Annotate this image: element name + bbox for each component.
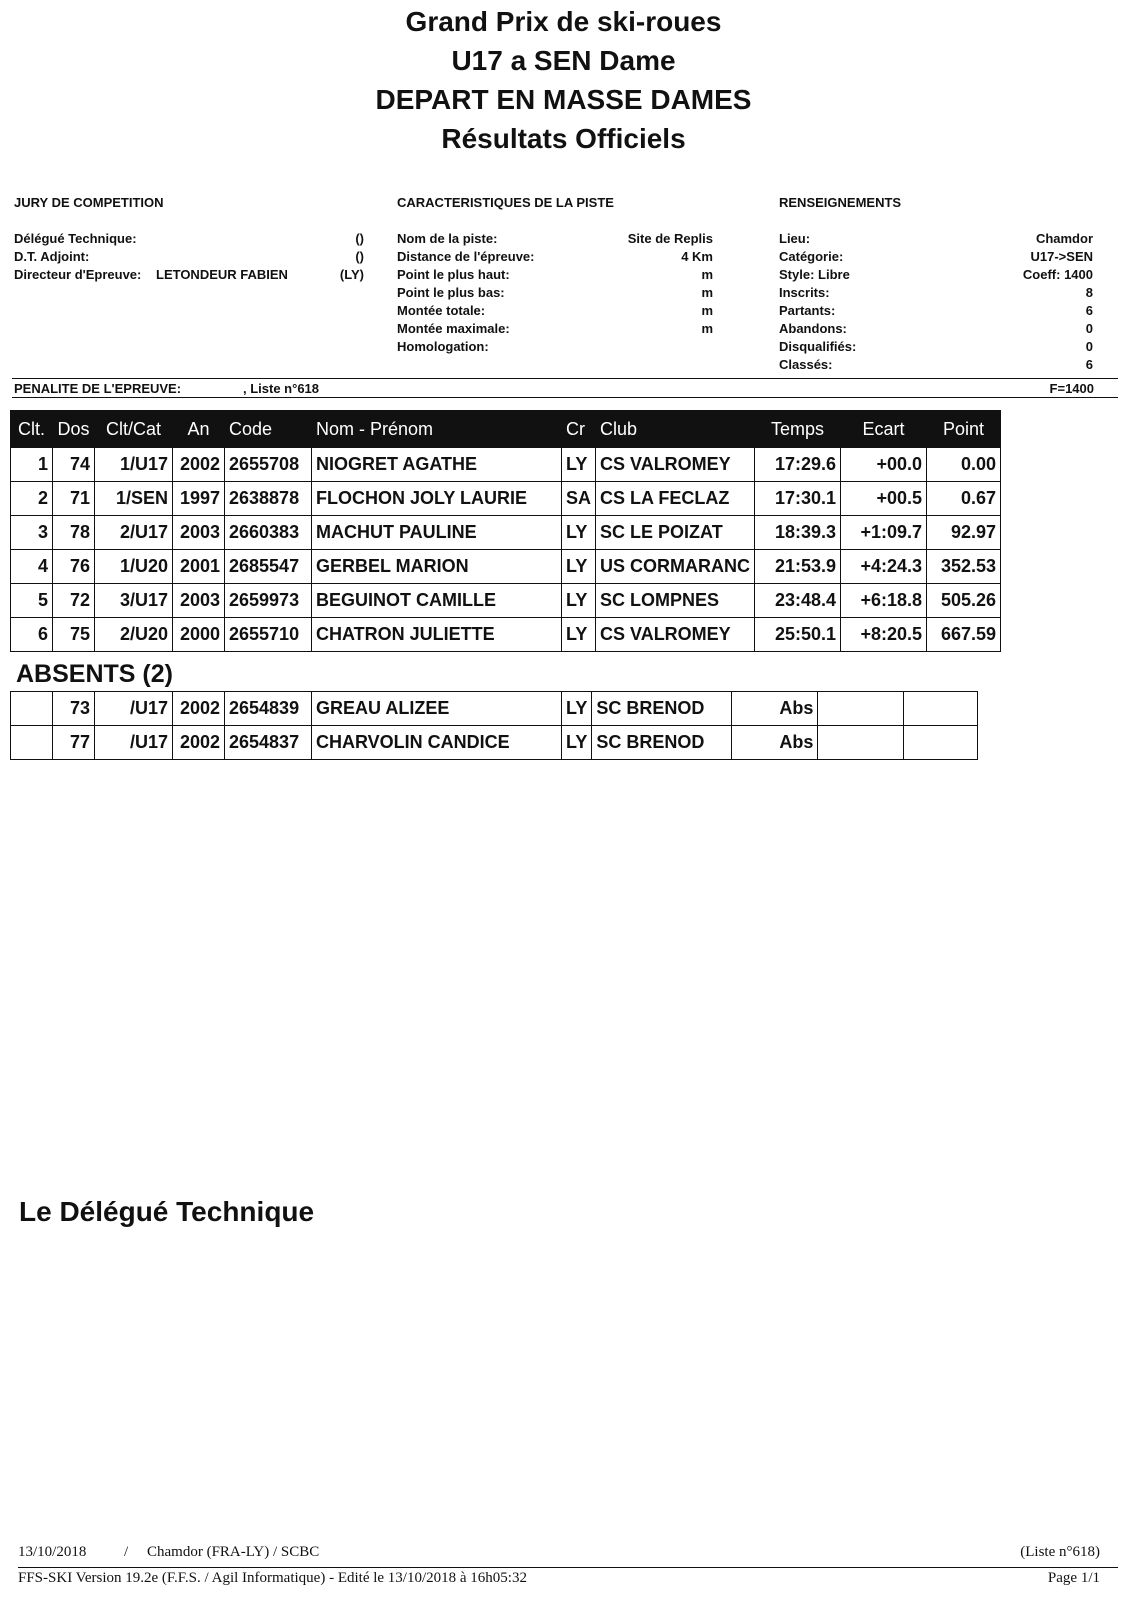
col-header-code[interactable]: Code [225,411,312,448]
cell-club: US CORMARANC [596,550,755,584]
jury-person-name: LETONDEUR FABIEN [156,267,288,282]
table-row [11,692,978,726]
cell-clt: 6 [11,618,53,652]
cell-dos: 72 [53,584,95,618]
renseignements-row [779,267,1093,285]
renseignements-row [779,357,1093,375]
cell-ecart [818,692,904,726]
jury-row [14,231,364,249]
cell-club: CS VALROMEY [596,618,755,652]
piste-label: Distance de l'épreuve: [397,249,535,264]
renseignements-label: Inscrits: [779,285,830,300]
cell-cr: LY [562,516,596,550]
cell-code: 2655708 [225,448,312,482]
results-table [10,410,1001,652]
cell-cr: LY [562,618,596,652]
renseignements-value: 0 [1085,339,1093,354]
cell-nom: FLOCHON JOLY LAURIE [312,482,562,516]
cell-clt-cat: /U17 [95,726,173,760]
cell-an: 2003 [173,516,225,550]
footer-rule [18,1567,1118,1568]
cell-dos: 73 [53,692,95,726]
cell-nom: CHARVOLIN CANDICE [312,726,562,760]
jury-value: () [355,231,364,246]
piste-value: m [701,303,713,318]
renseignements-label: Catégorie: [779,249,844,264]
cell-club: CS VALROMEY [596,448,755,482]
renseignements-row [779,285,1093,303]
cell-cr: LY [562,692,592,726]
cell-nom: MACHUT PAULINE [312,516,562,550]
cell-cr: LY [562,726,592,760]
footer-separator: / [124,1544,129,1560]
piste-label: Montée maximale: [397,321,510,336]
piste-heading: CARACTERISTIQUES DE LA PISTE [397,195,614,210]
piste-row [397,249,713,267]
cell-code: 2659973 [225,584,312,618]
cell-ecart: +4:24.3 [841,550,927,584]
jury-value: () [355,249,364,264]
penalite-bottom-rule [12,397,1118,398]
results-header-row [11,411,1001,448]
col-header-dos[interactable]: Dos [53,411,95,448]
cell-point: 352.53 [927,550,1001,584]
penalite-top-rule [12,378,1118,379]
renseignements-label: Classés: [779,357,833,372]
renseignements-value: 0 [1085,321,1093,336]
title-line-1: Grand Prix de ski-roues [405,6,722,37]
cell-ecart: +00.0 [841,448,927,482]
piste-row [397,303,713,321]
penalite-label: PENALITE DE L'EPREUVE: [14,381,182,396]
cell-clt: 5 [11,584,53,618]
cell-clt: 2 [11,482,53,516]
col-header-temps[interactable]: Temps [755,411,841,448]
cell-an: 2001 [173,550,225,584]
cell-temps: Abs [732,726,818,760]
cell-clt-cat: 1/SEN [95,482,173,516]
jury-row [14,249,364,267]
cell-ecart [818,726,904,760]
absents-title: ABSENTS (2) [16,660,173,688]
cell-dos: 74 [53,448,95,482]
cell-clt-cat: 1/U17 [95,448,173,482]
renseignements-label: Lieu: [779,231,811,246]
table-row [11,618,1001,652]
cell-point [904,726,978,760]
cell-point: 667.59 [927,618,1001,652]
cell-cr: SA [562,482,596,516]
penalite-f-value: F=1400 [1049,381,1094,396]
cell-nom: CHATRON JULIETTE [312,618,562,652]
cell-temps: 18:39.3 [755,516,841,550]
title-line-4: Résultats Officiels [441,123,686,154]
cell-nom: GERBEL MARION [312,550,562,584]
cell-dos: 76 [53,550,95,584]
renseignements-label: Partants: [779,303,836,318]
jury-heading: JURY DE COMPETITION [14,195,164,210]
renseignements-value: 8 [1085,285,1093,300]
renseignements-value: U17->SEN [1030,249,1093,264]
footer-place: Chamdor (FRA-LY) / SCBC [147,1544,320,1560]
piste-label: Nom de la piste: [397,231,498,246]
cell-club: SC LE POIZAT [596,516,755,550]
cell-ecart: +00.5 [841,482,927,516]
signature-heading: Le Délégué Technique [19,1196,315,1227]
piste-row [397,285,713,303]
col-header-clt-cat[interactable]: Clt/Cat [95,411,173,448]
piste-value: Site de Replis [627,231,713,246]
cell-an: 2002 [173,692,225,726]
cell-clt-cat: 2/U17 [95,516,173,550]
cell-temps: 17:30.1 [755,482,841,516]
cell-nom: NIOGRET AGATHE [312,448,562,482]
renseignements-value: Chamdor [1035,231,1093,246]
piste-label: Homologation: [397,339,489,354]
col-header-point[interactable]: Point [927,411,1001,448]
piste-value: m [701,285,713,300]
piste-label: Point le plus haut: [397,267,510,282]
cell-clt-cat: 1/U20 [95,550,173,584]
renseignements-row [779,339,1093,357]
renseignements-row [779,249,1093,267]
renseignements-row [779,231,1093,249]
cell-club: SC BRENOD [592,726,732,760]
cell-ecart: +1:09.7 [841,516,927,550]
cell-an: 2002 [173,726,225,760]
cell-nom: BEGUINOT CAMILLE [312,584,562,618]
cell-code: 2654839 [225,692,312,726]
renseignements-row [779,321,1093,339]
cell-dos: 77 [53,726,95,760]
cell-clt [11,726,53,760]
absents-table [10,691,978,760]
col-header-ecart[interactable]: Ecart [841,411,927,448]
cell-code: 2660383 [225,516,312,550]
cell-temps: 23:48.4 [755,584,841,618]
title-line-2: U17 a SEN Dame [451,45,676,76]
piste-value: m [701,321,713,336]
jury-value: (LY) [339,267,364,282]
renseignements-label: Abandons: [779,321,847,336]
piste-value: 4 Km [681,249,713,264]
cell-code: 2654837 [225,726,312,760]
cell-club: SC LOMPNES [596,584,755,618]
cell-point: 0.00 [927,448,1001,482]
penalite-liste: , Liste n°618 [243,381,320,396]
cell-temps: 17:29.6 [755,448,841,482]
piste-value: m [701,267,713,282]
cell-clt: 4 [11,550,53,584]
table-row [11,482,1001,516]
cell-dos: 78 [53,516,95,550]
piste-row [397,339,713,357]
renseignements-value: 6 [1085,303,1093,318]
col-header-nom-prenom[interactable]: Nom - Prénom [312,411,562,448]
cell-club: CS LA FECLAZ [596,482,755,516]
col-header-club[interactable]: Club [596,411,755,448]
cell-an: 2000 [173,618,225,652]
jury-label: D.T. Adjoint: [14,249,90,264]
jury-label: Directeur d'Epreuve: [14,267,142,282]
cell-clt-cat: 3/U17 [95,584,173,618]
col-header-an[interactable]: An [173,411,225,448]
cell-clt: 1 [11,448,53,482]
cell-point: 92.97 [927,516,1001,550]
renseignements-label: Disqualifiés: [779,339,857,354]
footer-version: FFS-SKI Version 19.2e (F.F.S. / Agil Informatique) - Edité le 13/10/2018 à 16h05:32 [18,1570,527,1586]
renseignements-heading: RENSEIGNEMENTS [779,195,902,210]
renseignements-row [779,303,1093,321]
footer-date: 13/10/2018 [18,1544,87,1560]
cell-ecart: +6:18.8 [841,584,927,618]
cell-point: 505.26 [927,584,1001,618]
cell-cr: LY [562,448,596,482]
table-row [11,584,1001,618]
cell-code: 2638878 [225,482,312,516]
renseignements-value: Coeff: 1400 [1022,267,1093,282]
cell-clt-cat: /U17 [95,692,173,726]
cell-clt: 3 [11,516,53,550]
table-row [11,448,1001,482]
cell-ecart: +8:20.5 [841,618,927,652]
renseignements-value: 6 [1085,357,1093,372]
document-titles [0,2,1127,158]
piste-label: Point le plus bas: [397,285,505,300]
jury-row [14,267,364,285]
cell-clt-cat: 2/U20 [95,618,173,652]
cell-point: 0.67 [927,482,1001,516]
cell-dos: 75 [53,618,95,652]
cell-clt [11,692,53,726]
jury-label: Délégué Technique: [14,231,137,246]
table-row [11,516,1001,550]
cell-dos: 71 [53,482,95,516]
cell-code: 2685547 [225,550,312,584]
table-row [11,550,1001,584]
footer-page: Page 1/1 [1047,1570,1100,1586]
cell-cr: LY [562,550,596,584]
cell-point [904,692,978,726]
cell-an: 2002 [173,448,225,482]
col-header-cr[interactable]: Cr [562,411,596,448]
piste-row [397,321,713,339]
piste-row [397,267,713,285]
title-line-3: DEPART EN MASSE DAMES [375,84,752,115]
cell-temps: 25:50.1 [755,618,841,652]
cell-club: SC BRENOD [592,692,732,726]
piste-label: Montée totale: [397,303,486,318]
cell-an: 1997 [173,482,225,516]
cell-temps: Abs [732,692,818,726]
col-header-clt[interactable]: Clt. [11,411,53,448]
cell-nom: GREAU ALIZEE [312,692,562,726]
cell-cr: LY [562,584,596,618]
footer-liste: (Liste n°618) [1020,1544,1100,1560]
renseignements-label: Style: Libre [779,267,850,282]
cell-temps: 21:53.9 [755,550,841,584]
table-row [11,726,978,760]
piste-row [397,231,713,249]
cell-code: 2655710 [225,618,312,652]
cell-an: 2003 [173,584,225,618]
